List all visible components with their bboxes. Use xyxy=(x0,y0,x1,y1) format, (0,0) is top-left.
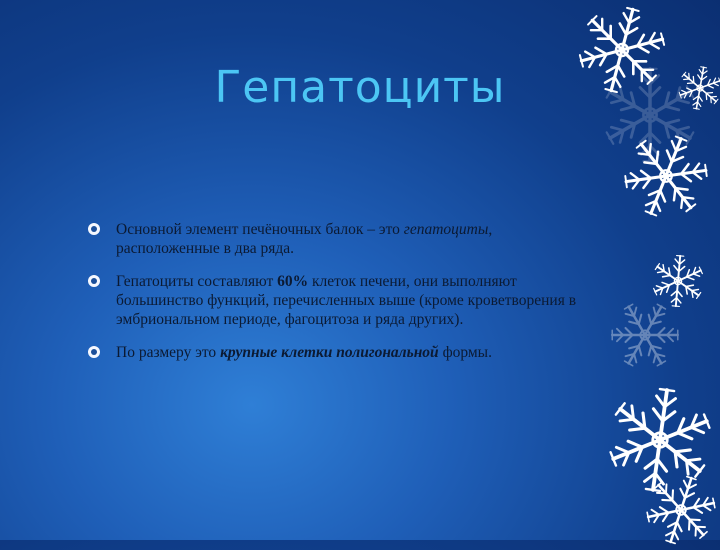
bullet-text: Основной элемент печёночных балок – это xyxy=(116,221,404,238)
bullet-emphasis: гепатоциты xyxy=(403,221,489,238)
snowflake-icon xyxy=(636,470,720,550)
bullet-text: формы. xyxy=(438,344,492,361)
bullet-item xyxy=(86,220,596,258)
bullet-emphasis: крупные клетки полигональной xyxy=(220,344,439,361)
bullet-text: Гепатоциты составляют xyxy=(116,273,278,290)
bullet-item xyxy=(86,343,596,362)
bullet-item xyxy=(86,272,596,329)
bullet-list xyxy=(86,220,596,376)
bullet-text: По размеру это xyxy=(116,344,221,361)
slide-title: Гепатоциты xyxy=(214,62,506,113)
bullet-text: клеток печени, они выполняют большинство функций, перечисленных выше (кроме кроветворения в эмбриональном периоде, фагоцитоза и ряда других). xyxy=(116,273,577,328)
bullet-icon xyxy=(88,223,100,235)
bullet-strong: 60% xyxy=(277,273,309,290)
bullet-icon xyxy=(88,346,100,358)
bullet-icon xyxy=(88,275,100,287)
snowflake-icon xyxy=(606,295,684,375)
bullet-text: , расположенные в два ряда. xyxy=(116,221,493,257)
